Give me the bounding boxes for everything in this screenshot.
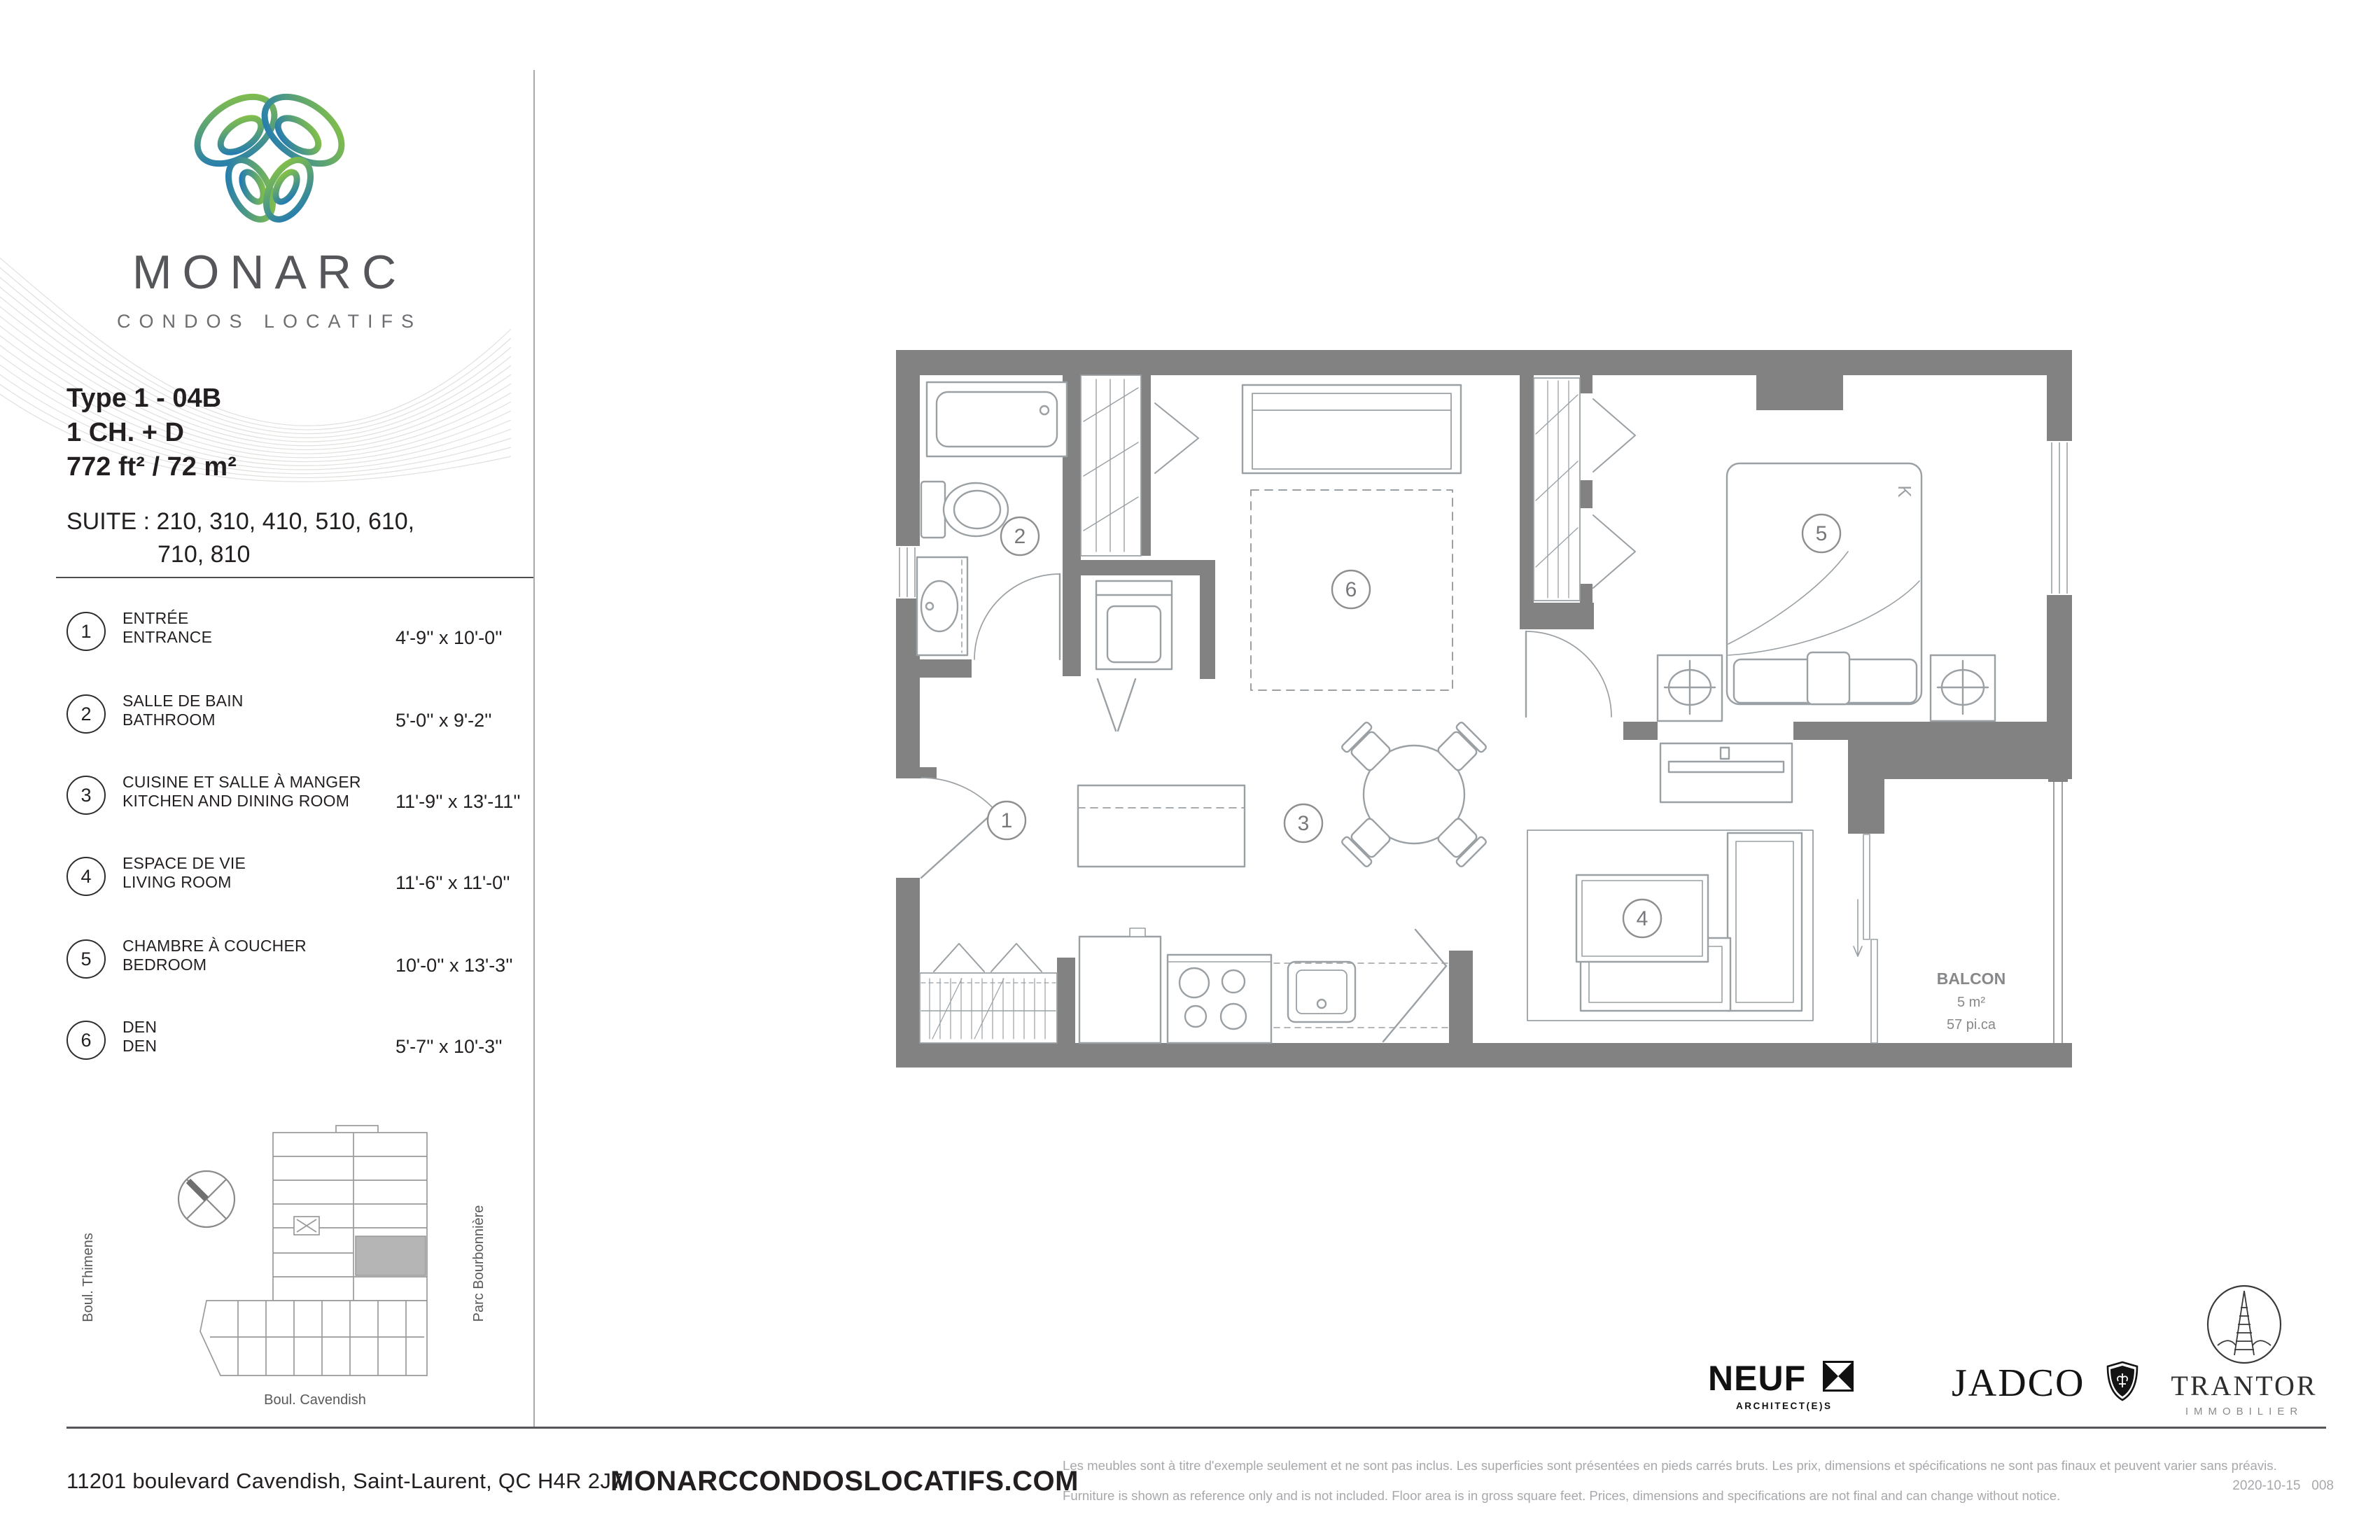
- bathroom-vanity-icon: [917, 557, 967, 655]
- coat-closet-icon: [920, 973, 1057, 1043]
- legend-en: BEDROOM: [122, 955, 207, 974]
- legend-en: DEN: [122, 1037, 158, 1055]
- footer-date-code: 2020-10-15 008: [2232, 1478, 2334, 1493]
- floor-plan: [889, 343, 2086, 1074]
- bathroom-door-icon: [974, 574, 1060, 659]
- room-label-living: 4: [1636, 907, 1648, 930]
- legend-number: 4: [66, 857, 106, 896]
- logo-trantor-sub: IMMOBILIER: [2185, 1406, 2304, 1418]
- logo-neuf-sub: ARCHITECT(E)S: [1736, 1401, 1833, 1411]
- legend-fr: DEN: [122, 1018, 158, 1036]
- unit-config: 1 CH. + D: [66, 418, 184, 447]
- legend-number: 1: [66, 612, 106, 651]
- suite-line-2: 710, 810: [158, 541, 251, 568]
- coat-closet-door-icon: [991, 944, 1042, 972]
- legend-en: KITCHEN AND DINING ROOM: [122, 792, 350, 810]
- room-label-bedroom: 5: [1815, 522, 1828, 545]
- legend-fr: ENTRÉE: [122, 609, 189, 627]
- logo-trantor: [2160, 1284, 2328, 1418]
- brand-block: [21, 84, 518, 332]
- legend-en: ENTRANCE: [122, 628, 213, 646]
- bedroom-door-icon: [1526, 631, 1611, 717]
- unit-type: Type 1 - 04B: [66, 384, 222, 413]
- legend-dim: 11'-6'' x 11'-0'': [396, 872, 510, 893]
- bifold-door-icon: [1593, 515, 1635, 588]
- nightstand-icon: [1658, 655, 1722, 721]
- legend-fr: CUISINE ET SALLE À MANGER: [122, 773, 361, 791]
- trantor-icon: [2205, 1284, 2283, 1365]
- nightstand-icon: [1931, 655, 1995, 721]
- legend-number: 3: [66, 776, 106, 815]
- legend-dim: 11'-9'' x 13'-11'': [396, 791, 521, 812]
- bedroom-closet-icon: [1534, 378, 1580, 601]
- legend-item-living: [66, 854, 532, 920]
- balcony-label: BALCON: [1936, 969, 2006, 988]
- legend-en: BATHROOM: [122, 710, 216, 729]
- footer-disclaimer: [1063, 1450, 2338, 1511]
- legend-item-bathroom: [66, 694, 532, 757]
- legend-dim: 10'-0'' x 13'-3'': [396, 955, 513, 976]
- disclaimer-en: Furniture is shown as reference only and is not included. Floor area is in gross square feet. Prices, dimensions and specifications are not final and can change without notice.: [1063, 1488, 2061, 1503]
- legend-fr: CHAMBRE À COUCHER: [122, 937, 307, 955]
- legend-item-bedroom: [66, 939, 532, 1002]
- kitchen-island-icon: [1078, 785, 1245, 867]
- room-label-entrance: 1: [1000, 809, 1013, 832]
- suite-list: [66, 505, 514, 571]
- stove-icon: [1168, 955, 1271, 1043]
- laundry-door-icon: [1098, 679, 1135, 731]
- logo-jadco: [1952, 1361, 2085, 1406]
- dresser-icon: [1660, 743, 1792, 802]
- footer-website[interactable]: MONARCCONDOSLOCATIFS.COM: [610, 1466, 1079, 1497]
- footer-divider: [66, 1427, 2326, 1429]
- entrance-door-icon: [921, 778, 995, 878]
- sliding-door-icon: [1854, 834, 1877, 1043]
- hall-closet-icon: [1081, 375, 1141, 556]
- bathtub-icon: [927, 382, 1067, 456]
- legend-fr: SALLE DE BAIN: [122, 692, 244, 710]
- room-label-kitchen: 3: [1297, 812, 1310, 835]
- coat-closet-door-icon: [934, 944, 984, 972]
- logo-trantor-name: TRANTOR: [2171, 1370, 2318, 1401]
- legend-item-entrance: [66, 609, 532, 675]
- legend-number: 2: [66, 694, 106, 734]
- pantry-door-icon: [1383, 930, 1446, 1042]
- legend-dim: 4'-9'' x 10'-0'': [396, 627, 503, 648]
- fridge-icon: [1079, 928, 1161, 1043]
- logo-neuf-name: NEUF: [1708, 1359, 1807, 1398]
- highlighted-unit: [356, 1236, 426, 1275]
- legend-dim: 5'-7'' x 10'-3'': [396, 1036, 503, 1057]
- legend-item-kitchen: [66, 773, 532, 839]
- brand-tagline: CONDOS LOCATIFS: [116, 311, 423, 332]
- closet-door-icon: [1155, 403, 1198, 473]
- unit-area: 772 ft² / 72 m²: [66, 452, 237, 482]
- legend-dim: 5'-0'' x 9'-2'': [396, 710, 492, 731]
- room-label-den: 6: [1345, 578, 1357, 601]
- jadco-shield-icon: [2106, 1361, 2139, 1401]
- suite-line-1: SUITE : 210, 310, 410, 510, 610,: [66, 508, 415, 535]
- street-label-cavendish: Boul. Cavendish: [264, 1392, 366, 1408]
- legend-en: LIVING ROOM: [122, 873, 232, 891]
- vertical-divider: [533, 70, 535, 1427]
- sidebar: [0, 0, 539, 1540]
- bed-icon: [1727, 463, 1921, 704]
- brand-name: MONARC: [132, 246, 407, 299]
- compass-icon: [178, 1171, 234, 1227]
- sink-icon: [1288, 962, 1355, 1022]
- toilet-icon: [921, 482, 1008, 538]
- balcony-area-metric: 5 m²: [1957, 995, 1985, 1010]
- legend-item-den: [66, 1018, 532, 1084]
- disclaimer-fr: Les meubles sont à titre d'exemple seulement et ne sont pas inclus. Les superficies sont présentées en pieds carrés bruts. Les prix, dimensions et spécifications ne sont pas finaux et peuvent varier sans préavis.: [1063, 1458, 2277, 1473]
- bed-size-label: K: [1894, 485, 1915, 498]
- neuf-icon: [1823, 1361, 1854, 1392]
- balcony-area-imperial: 57 pi.ca: [1946, 1017, 1996, 1032]
- den-sofa-icon: [1242, 385, 1461, 473]
- logo-neuf: [1708, 1358, 1833, 1411]
- street-label-bourbonniere: Parc Bourbonnière: [471, 1205, 486, 1322]
- unit-info: [66, 382, 514, 484]
- legend-number: 6: [66, 1021, 106, 1060]
- sidebar-divider: [56, 577, 533, 578]
- legend-number: 5: [66, 939, 106, 979]
- washer-icon: [1096, 581, 1172, 669]
- footer-address: 11201 boulevard Cavendish, Saint-Laurent, QC H4R 2J7: [66, 1469, 624, 1493]
- site-map: [63, 1113, 539, 1421]
- room-label-bathroom: 2: [1014, 525, 1026, 548]
- butterfly-logo-icon: [186, 84, 354, 232]
- logo-jadco-name: JADCO: [1952, 1362, 2085, 1405]
- plan-walls: [896, 350, 2072, 1068]
- street-label-thimens: Boul. Thimens: [80, 1233, 96, 1322]
- legend-fr: ESPACE DE VIE: [122, 854, 246, 872]
- bifold-door-icon: [1593, 399, 1635, 472]
